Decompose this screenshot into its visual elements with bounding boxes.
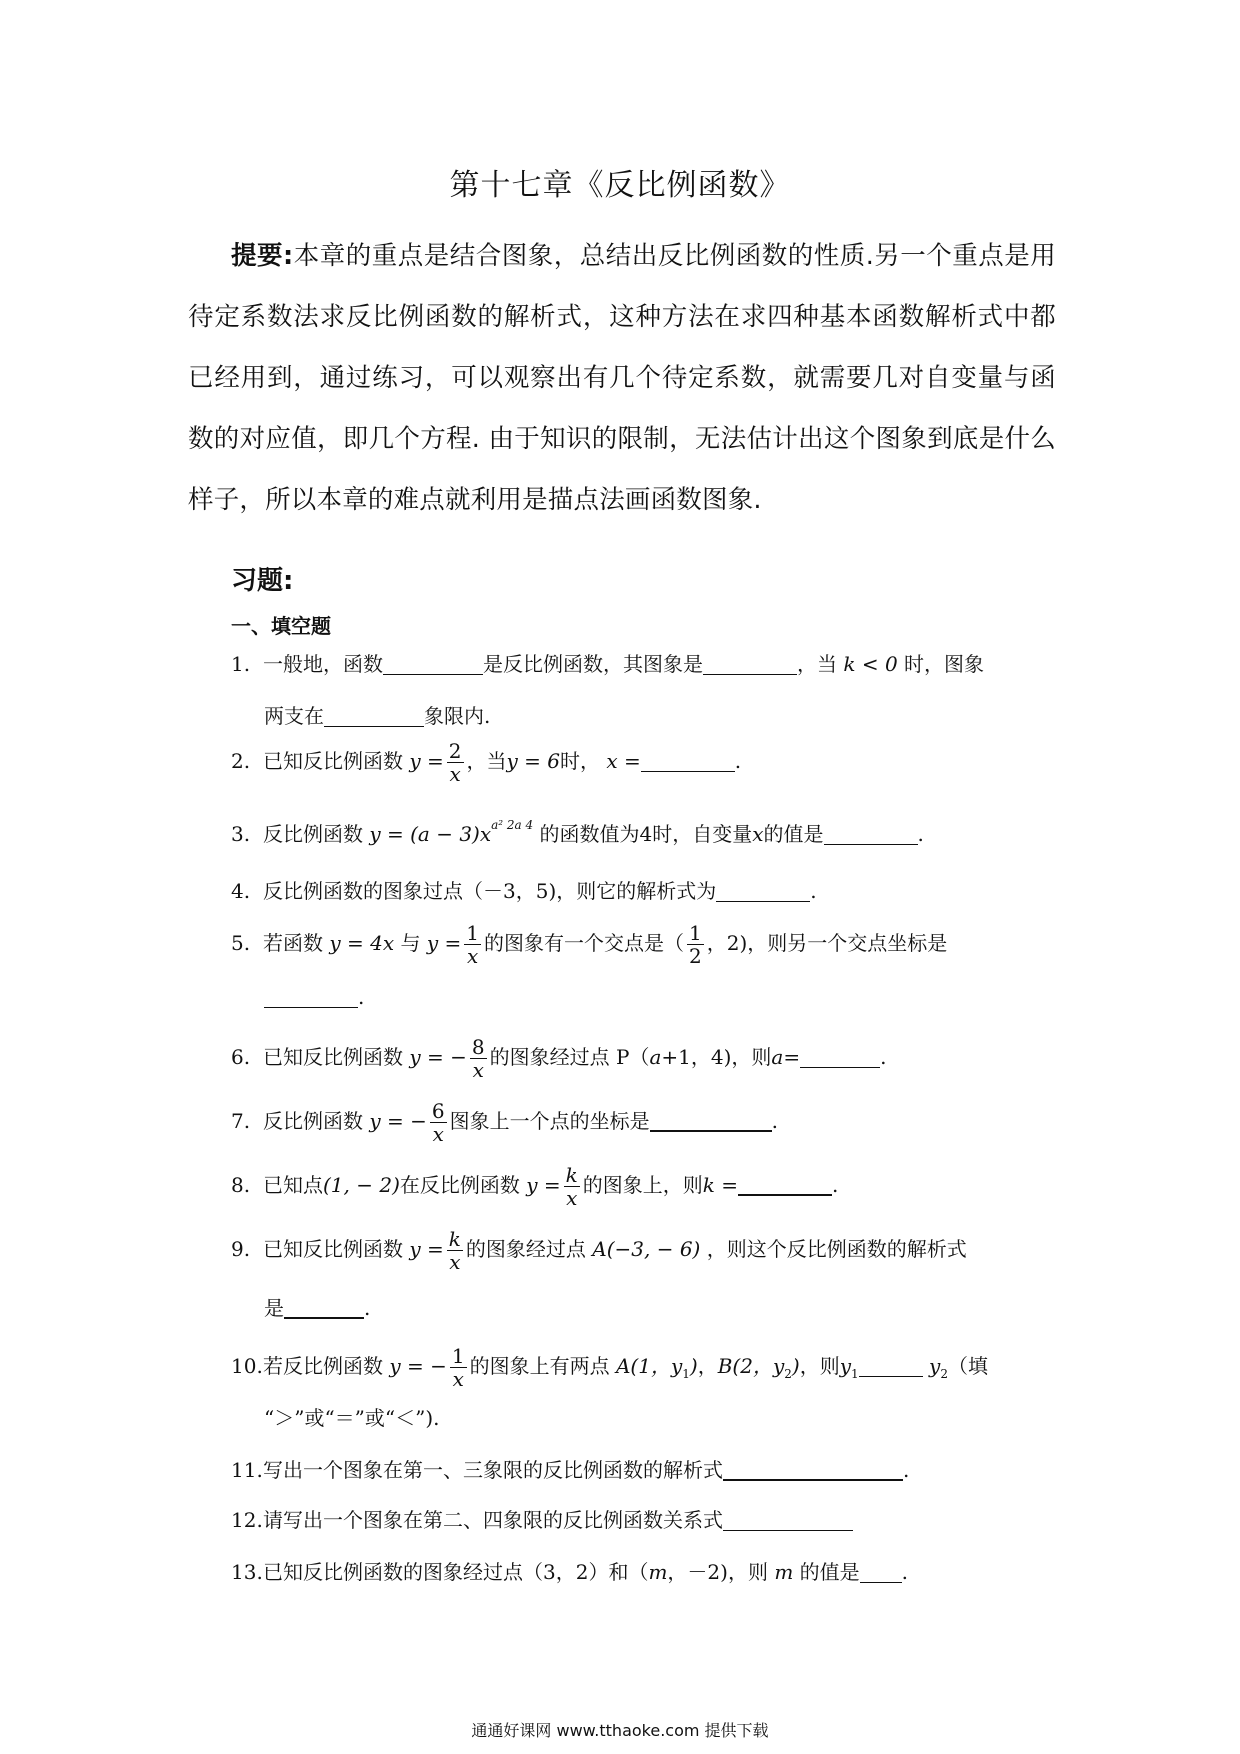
answer-blank	[641, 751, 735, 772]
answer-blank	[738, 1174, 832, 1196]
question-10: 10.若反比例函数 y = − $\frac{1}{x}$ 的图象上有两点 A(1，$y_1$)，B(2，$y_2$)，则$y_1$ $y_2$（填	[231, 1344, 988, 1391]
answer-blank	[824, 824, 918, 845]
question-6: 6. 已知反比例函数 y = − $\frac{8}{x}$ 的图象经过点 P（a+1，4)，则a= .	[231, 1035, 887, 1082]
question-13: 13.已知反比例函数的图象经过点（3，2）和（m，－2)，则 m 的值是 .	[231, 1560, 908, 1584]
fraction: $\frac{1}{x}$	[451, 1344, 465, 1391]
answer-blank	[383, 654, 483, 675]
answer-blank	[650, 1110, 772, 1132]
exercises-heading: 习题:	[231, 566, 294, 596]
question-5-cont: .	[264, 985, 364, 1009]
answer-blank	[800, 1047, 880, 1068]
question-1: 1. 一般地，函数 是反比例函数，其图象是 ，当 k < 0 时，图象	[231, 652, 985, 676]
footer-credit: 通通好课网 www.tthaoke.com 提供下载	[471, 1721, 769, 1740]
question-5: 5. 若函数 y = 4x 与 y = $\frac{1}{x}$ 的图象有一个交点是（ $\frac{1}{2}$ ，2)，则另一个交点坐标是	[231, 921, 948, 968]
fraction: $\frac{1}{x}$	[466, 921, 480, 968]
question-4: 4. 反比例函数的图象过点（－3，5)，则它的解析式为 .	[231, 879, 817, 903]
fraction: $\frac{8}{x}$	[471, 1035, 485, 1082]
section-heading: 一、填空题	[231, 614, 331, 638]
question-10-cont: “＞”或“＝”或“＜”).	[264, 1406, 440, 1430]
summary-text: 本章的重点是结合图象，总结出反比例函数的性质.另一个重点是用待定系数法求反比例函数的解析式，这种方法在求四种基本函数解析式中都已经用到，通过练习，可以观察出有几个待定系数，就需要几对自变量与函数的对应值，即几个方程. 由于知识的限制，无法估计出这个图象到底是什么样子，所以本章的难点就利用是描点法画函数图象.	[188, 241, 1056, 515]
answer-blank	[284, 1297, 364, 1319]
answer-blank	[324, 706, 424, 727]
summary-label: 提要:	[231, 241, 294, 271]
question-11: 11.写出一个图象在第一、三象限的反比例函数的解析式 .	[231, 1458, 910, 1482]
question-12: 12.请写出一个图象在第二、四象限的反比例函数关系式	[231, 1504, 1061, 1533]
question-1-cont: 两支在 象限内.	[264, 704, 491, 728]
answer-blank	[723, 1459, 903, 1481]
summary-paragraph	[188, 226, 1056, 531]
fraction: $\frac{2}{x}$	[448, 739, 462, 786]
answer-blank	[723, 1510, 853, 1531]
answer-blank	[703, 654, 797, 675]
answer-blank	[860, 1562, 902, 1583]
answer-blank	[264, 987, 358, 1008]
fraction: $\frac{1}{2}$	[689, 921, 702, 968]
question-7: 7. 反比例函数 y = − $\frac{6}{x}$ 图象上一个点的坐标是 .	[231, 1099, 778, 1146]
question-8: 8. 已知点(1, − 2)在反比例函数 y = $\frac{k}{x}$ 的图象上，则k = .	[231, 1163, 839, 1210]
fraction: $\frac{k}{x}$	[565, 1163, 578, 1210]
answer-blank	[859, 1356, 923, 1377]
question-2: 2. 已知反比例函数 y = $\frac{2}{x}$ ，当y = 6时， x = .	[231, 739, 742, 786]
question-3: 3. 反比例函数 $y = (a - 3)x^{a^2 2a 4}$ 的函数值为4时，自变量x的值是 .	[231, 818, 924, 846]
fraction: $\frac{6}{x}$	[431, 1099, 445, 1146]
fraction: $\frac{k}{x}$	[448, 1227, 461, 1274]
question-9: 9. 已知反比例函数 y = $\frac{k}{x}$ 的图象经过点 A(−3, − 6) ，则这个反比例函数的解析式	[231, 1227, 967, 1274]
page-title: 第十七章《反比例函数》	[449, 168, 791, 203]
answer-blank	[716, 881, 810, 902]
question-9-cont: 是 .	[264, 1296, 371, 1320]
